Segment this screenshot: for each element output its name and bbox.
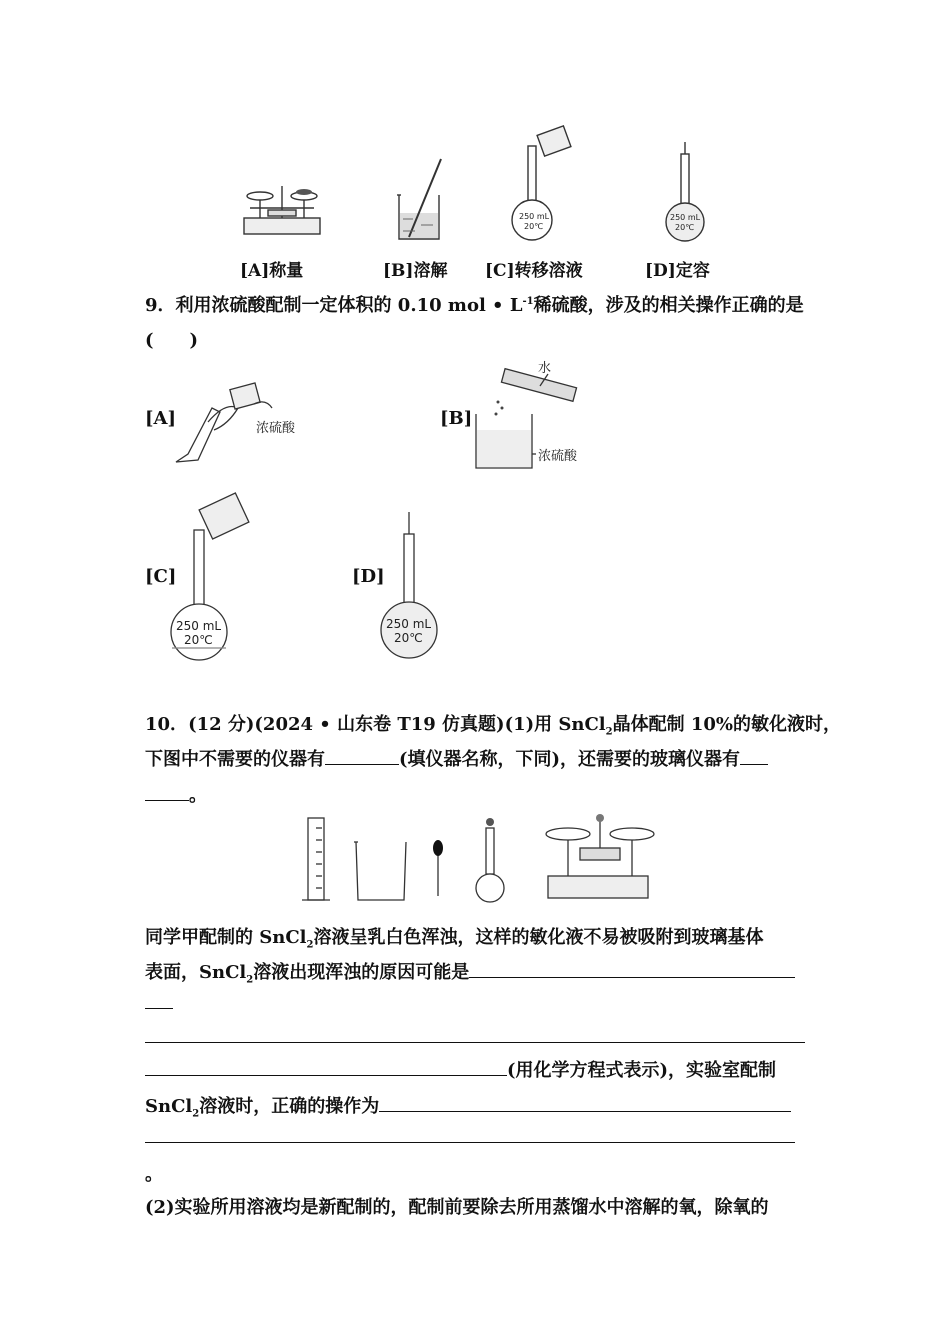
q9-option-a-annotation: 浓硫酸 [256, 421, 296, 436]
blank-correct-operation-a[interactable] [379, 1110, 791, 1112]
svg-text:20℃: 20℃ [675, 223, 695, 232]
svg-text:250 mL: 250 mL [670, 213, 701, 222]
q9-option-c-label: [C] [145, 566, 177, 587]
q9-number: 9． [145, 295, 176, 316]
q9-option-b-water: 水 [538, 361, 552, 376]
q9-option-a-figure [168, 378, 308, 470]
q10-p7-b: 溶液时，正确的操作为 [199, 1096, 380, 1117]
svg-text:20℃ [394, 631, 423, 645]
q10-line-4 [145, 923, 764, 951]
q10-p1-a: (1)用 SnCl [504, 714, 606, 735]
q10-p5-a: 表面，SnCl [145, 962, 247, 983]
blank-needed-glassware-a[interactable] [740, 763, 768, 765]
q10-line-5 [145, 958, 795, 986]
q10-header: (12 分)(2024 • 山东卷 T19 仿真题) [188, 714, 505, 735]
q10-p2-b: (填仪器名称，下同)，还需要的玻璃仪器有 [399, 749, 741, 770]
q10-line-2 [145, 745, 768, 771]
blank-turbidity-reason-a[interactable] [469, 976, 795, 978]
flask-fill-figure [660, 140, 710, 242]
q10-line-9: (2)实验所用溶液均是新配制的，配制前要除去所用蒸馏水中溶解的氧，除氧的 [145, 1197, 769, 1218]
q9-text-pre: 利用浓硫酸配制一定体积的 0.10 mol • L [175, 295, 523, 316]
svg-text:20℃: 20℃ [524, 222, 544, 231]
q9-text-post: 稀硫酸，涉及的相关操作正确的是 [533, 295, 804, 316]
q9-paren: ( ) [145, 330, 199, 351]
svg-text:250 mL [176, 619, 221, 633]
q10-p7-a: SnCl [145, 1096, 193, 1117]
q9-option-c-flask-2: 20℃ [184, 633, 213, 647]
caption-a: [A]称量 [240, 261, 304, 281]
svg-text:250 mL: 250 mL [519, 212, 550, 221]
q9-text-sup: -1 [522, 296, 534, 307]
q10-p6-a: (用化学方程式表示)，实验室配制 [507, 1060, 777, 1081]
svg-text:20℃ [184, 633, 213, 647]
q10-p2-a: 下图中不需要的仪器有 [145, 749, 325, 770]
instruments-figure [300, 812, 660, 908]
q9-option-d-flask-2: 20℃ [394, 631, 423, 645]
q10-p1-sub: 2 [605, 726, 613, 738]
q10-line-3 [145, 781, 207, 807]
balance-figure [240, 178, 325, 240]
caption-b: [B]溶解 [383, 261, 448, 281]
q9-option-c-flask-1: 250 mL [176, 619, 222, 633]
blank-unneeded-instruments[interactable] [325, 763, 399, 765]
q9-option-d-flask-1: 250 mL [386, 617, 432, 631]
caption-d: [D]定容 [645, 261, 710, 281]
q9-option-b-acid: 浓硫酸 [538, 449, 578, 464]
q10-p4-a: 同学甲配制的 SnCl [145, 927, 307, 948]
q10-p4-sub: 2 [306, 939, 314, 951]
q9-option-d-label: [D] [352, 566, 385, 587]
q9-option-d-figure [374, 510, 444, 662]
blank-correct-operation-b[interactable] [145, 1142, 795, 1143]
svg-text:250 mL [386, 617, 431, 631]
q10-p7-sub: 2 [192, 1108, 200, 1120]
blank-needed-glassware-b[interactable] [145, 799, 189, 801]
blank-chemical-equation[interactable] [145, 1074, 507, 1076]
q10-p3-end: 。 [189, 785, 207, 806]
q9-option-a-label: [A] [145, 408, 176, 429]
blank-turbidity-reason-b[interactable] [145, 1008, 173, 1009]
q10-p4-b: 溶液呈乳白色浑浊，这样的敏化液不易被吸附到玻璃基体 [313, 927, 764, 948]
svg-text:水 [538, 360, 551, 376]
q10-p1-b: 晶体配制 10%的敏化液时， [612, 714, 842, 735]
blank-turbidity-reason-c[interactable] [145, 1042, 805, 1043]
q10-line-1 [145, 710, 841, 738]
q10-line-6 [145, 1056, 776, 1082]
q10-line-8: 。 [145, 1164, 163, 1185]
svg-text:浓硫酸 [538, 449, 578, 464]
beaker-with-rod-figure [395, 155, 450, 241]
q9-option-c-figure [168, 494, 258, 662]
q9-option-b-figure [470, 356, 600, 472]
q10-line-7 [145, 1092, 791, 1120]
q10-number: 10． [145, 714, 189, 735]
q10-p5-sub: 2 [246, 974, 254, 986]
q10-p5-b: 溶液出现浑浊的原因可能是 [253, 962, 470, 983]
q9-option-b-label: [B] [440, 408, 473, 429]
q9-stem [145, 291, 804, 317]
svg-text:浓硫酸 [256, 421, 296, 436]
flask-transfer-figure [510, 124, 580, 242]
caption-c: [C]转移溶液 [485, 261, 583, 281]
